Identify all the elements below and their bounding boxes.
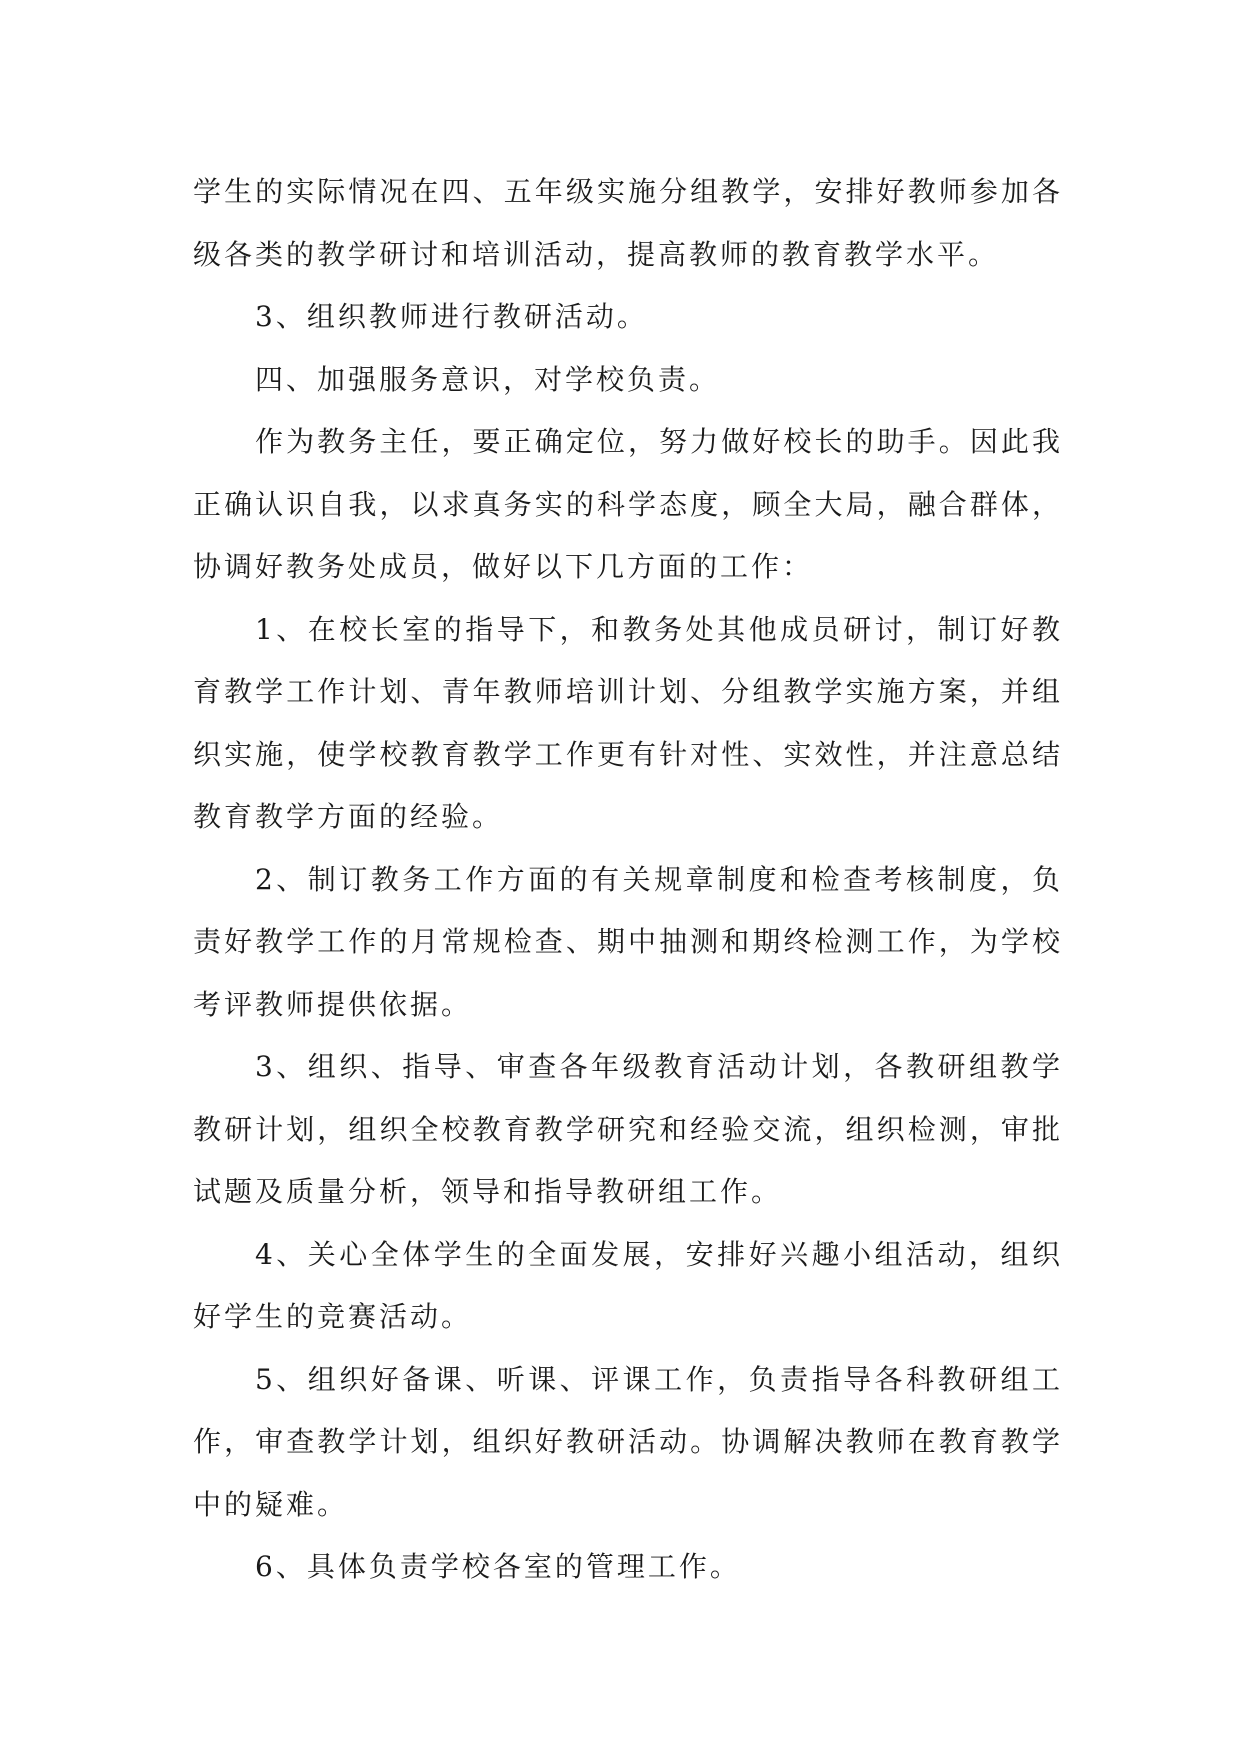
section-heading-service-awareness: 四、加强服务意识，对学校负责。 [255,362,721,396]
paragraph-item-6: 6、具体负责学校各室的管理工作。 [255,1550,741,1583]
paragraph-item-4: 4、关心全体学生的全面发展，安排好兴趣小组活动，组织好学生的竞赛活动。 [193,1237,1063,1333]
document-body [193,161,1063,1599]
paragraph-item-3: 3、组织、指导、审查各年级教育活动计划，各教研组教学教研计划，组织全校教育教学研究和经验交流，组织检测，审批试题及质量分析，领导和指导教研组工作。 [193,1050,1063,1208]
paragraph-item-1: 1、在校长室的指导下，和教务处其他成员研讨，制订好教育教学工作计划、青年教师培训计划、分组教学实施方案，并组织实施，使学校教育教学工作更有针对性、实效性，并注意总结教育教学方面的经验。 [193,612,1063,833]
paragraph-item-5: 5、组织好备课、听课、评课工作，负责指导各科教研组工作，审查教学计划，组织好教研活动。协调解决教师在教育教学中的疑难。 [193,1362,1063,1521]
paragraph-item-3-teaching-research: 3、组织教师进行教研活动。 [255,300,648,333]
paragraph-continuation: 学生的实际情况在四、五年级实施分组教学，安排好教师参加各级各类的教学研讨和培训活动，提高教师的教育教学水平。 [193,175,1063,271]
paragraph-item-2: 2、制订教务工作方面的有关规章制度和检查考核制度，负责好教学工作的月常规检查、期中抽测和期终检测工作，为学校考评教师提供依据。 [193,862,1063,1021]
paragraph-role-description: 作为教务主任，要正确定位，努力做好校长的助手。因此我正确认识自我，以求真务实的科学态度，顾全大局，融合群体，协调好教务处成员，做好以下几方面的工作： [193,425,1063,583]
